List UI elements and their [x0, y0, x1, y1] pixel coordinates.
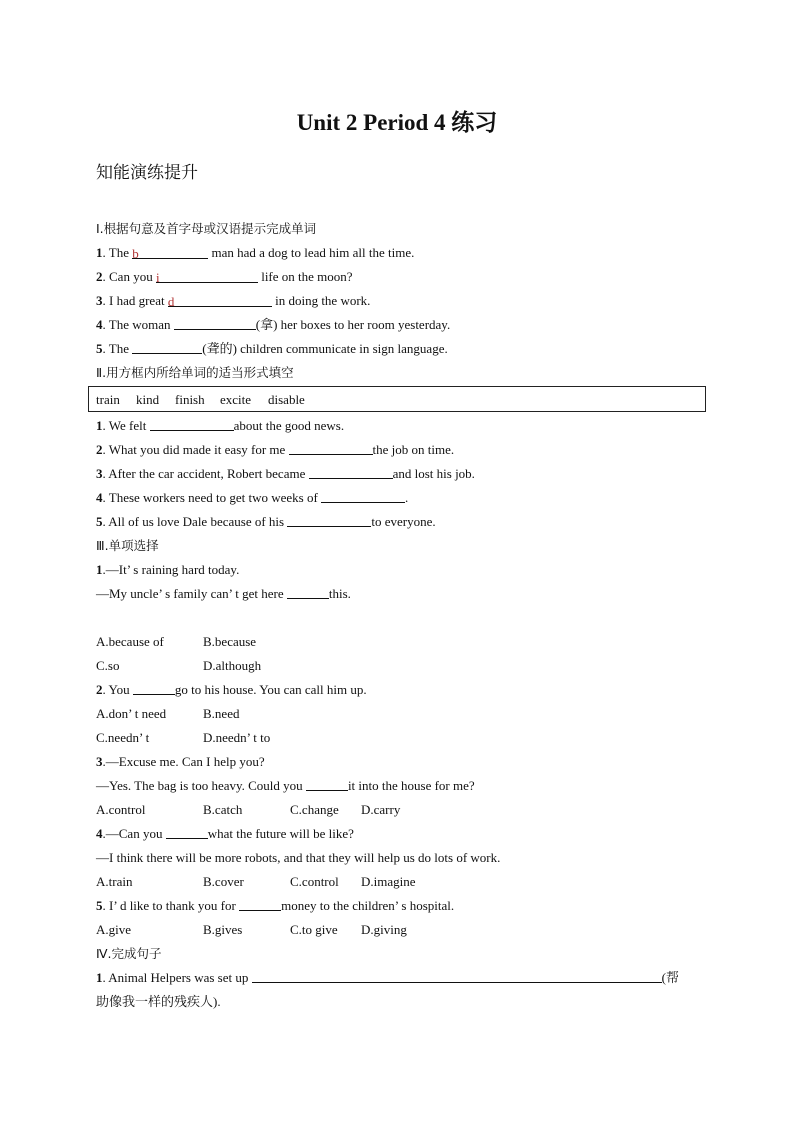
item-number: 5	[96, 514, 103, 529]
item-text: . The woman	[102, 317, 174, 332]
item-text: .—It’ s raining hard today.	[102, 562, 240, 577]
option-c[interactable]: C.needn’ t	[96, 730, 150, 745]
option-b[interactable]: B.because	[203, 634, 257, 649]
answer-blank[interactable]	[132, 246, 208, 259]
answer-blank[interactable]	[289, 442, 373, 455]
s3-q3-line1	[96, 754, 265, 770]
word-finish: finish	[175, 392, 205, 407]
section-1-heading: Ⅰ.根据句意及首字母或汉语提示完成单词	[96, 221, 317, 236]
s2-item-4	[96, 490, 408, 506]
item-number: 5	[96, 341, 103, 356]
item-number: 1	[96, 562, 103, 577]
answer-blank[interactable]	[166, 826, 208, 839]
item-text: (聋的) children communicate in sign language.	[202, 341, 448, 356]
s3-q1-line2	[96, 586, 351, 602]
item-text: man had a dog to lead him all the time.	[208, 245, 415, 260]
s2-item-2	[96, 442, 454, 458]
item-number: 3	[96, 293, 103, 308]
item-text: . The	[102, 341, 133, 356]
item-text: . Can you	[102, 269, 156, 284]
section-4-heading: Ⅳ.完成句子	[96, 946, 162, 961]
word-box	[88, 386, 706, 412]
option-c[interactable]: C.so	[96, 658, 120, 673]
option-a[interactable]: A.control	[96, 802, 146, 817]
item-number: 3	[96, 754, 103, 769]
item-text: .—Excuse me. Can I help you?	[102, 754, 265, 769]
item-text: . We felt	[102, 418, 150, 433]
answer-blank[interactable]	[150, 418, 234, 431]
answer-blank[interactable]	[309, 466, 393, 479]
item-text: —My uncle’ s family can’ t get here	[96, 586, 287, 601]
option-d[interactable]: D.although	[203, 658, 262, 673]
option-b[interactable]: B.gives	[203, 922, 243, 937]
item-number: 5	[96, 898, 103, 913]
item-text: in doing the work.	[271, 293, 371, 308]
item-number: 2	[96, 682, 103, 697]
answer-blank[interactable]	[174, 317, 256, 330]
answer-blank[interactable]	[252, 970, 662, 983]
item-text: it into the house for me?	[347, 778, 475, 793]
s2-item-3	[96, 466, 475, 482]
item-text: go to his house. You can call him up.	[174, 682, 367, 697]
option-b[interactable]: B.need	[203, 706, 240, 721]
item-number: 3	[96, 466, 103, 481]
s3-q2-line1	[96, 682, 367, 698]
item-text: . After the car accident, Robert became	[102, 466, 309, 481]
option-a[interactable]: A.because of	[96, 634, 164, 649]
item-number: 4	[96, 826, 103, 841]
option-d[interactable]: D.needn’ t to	[203, 730, 271, 745]
option-a[interactable]: A.give	[96, 922, 132, 937]
section-2-heading: Ⅱ.用方框内所给单词的适当形式填空	[96, 365, 294, 380]
answer-blank[interactable]	[156, 270, 258, 283]
s4-q1-line2: 助像我一样的残疾人).	[96, 994, 221, 1009]
item-text: . You	[102, 682, 133, 697]
answer-blank[interactable]	[321, 490, 405, 503]
item-text: . The	[102, 245, 133, 260]
item-number: 2	[96, 442, 103, 457]
item-text: (拿) her boxes to her room yesterday.	[255, 317, 451, 332]
item-text: money to the children’ s hospital.	[281, 898, 455, 913]
s3-q3-line2	[96, 778, 475, 794]
answer-blank[interactable]	[287, 514, 371, 527]
item-text: . These workers need to get two weeks of	[102, 490, 322, 505]
item-text: this.	[328, 586, 351, 601]
word-disable: disable	[268, 392, 305, 407]
item-text: .	[405, 490, 409, 505]
item-number: 1	[96, 970, 103, 985]
hint-letter: i	[155, 270, 160, 285]
item-text: life on the moon?	[257, 269, 353, 284]
option-d[interactable]: D.imagine	[361, 874, 416, 889]
page-subtitle: 知能演练提升	[96, 163, 198, 183]
option-c[interactable]: C.change	[290, 802, 339, 817]
option-b[interactable]: B.catch	[203, 802, 243, 817]
s3-q5-line1	[96, 898, 454, 914]
option-d[interactable]: D.giving	[361, 922, 407, 937]
answer-blank[interactable]	[287, 586, 329, 599]
item-text: to everyone.	[371, 514, 436, 529]
item-number: 4	[96, 490, 103, 505]
option-c[interactable]: C.control	[290, 874, 339, 889]
s4-q1-line1	[96, 970, 679, 986]
s1-item-4	[96, 317, 450, 333]
hint-letter: d	[167, 294, 175, 309]
section-3-heading: Ⅲ.单项选择	[96, 538, 159, 553]
item-text: what the future will be like?	[207, 826, 354, 841]
s3-q4-line2: —I think there will be more robots, and that they will help us do lots of work.	[96, 850, 501, 865]
item-text: . I had great	[102, 293, 168, 308]
item-text: (帮	[661, 970, 679, 985]
s1-item-3	[96, 293, 370, 309]
word-train: train	[96, 392, 120, 407]
item-text: . What you did made it easy for me	[102, 442, 289, 457]
item-number: 1	[96, 245, 103, 260]
item-number: 4	[96, 317, 103, 332]
answer-blank[interactable]	[133, 682, 175, 695]
item-number: 1	[96, 418, 103, 433]
option-c[interactable]: C.to give	[290, 922, 338, 937]
answer-blank[interactable]	[132, 341, 202, 354]
answer-blank[interactable]	[239, 898, 281, 911]
item-text: . I’ d like to thank you for	[102, 898, 240, 913]
item-text: —Yes. The bag is too heavy. Could you	[96, 778, 306, 793]
s2-item-5	[96, 514, 436, 530]
s1-item-1	[96, 245, 414, 261]
item-text: . All of us love Dale because of his	[102, 514, 288, 529]
item-text: about the good news.	[233, 418, 345, 433]
word-kind: kind	[136, 392, 160, 407]
item-text: . Animal Helpers was set up	[102, 970, 252, 985]
item-text: .—Can you	[102, 826, 166, 841]
item-number: 2	[96, 269, 103, 284]
page-title: Unit 2 Period 4 练习	[296, 110, 498, 135]
s2-item-1	[96, 418, 344, 434]
answer-blank[interactable]	[306, 778, 348, 791]
item-text: the job on time.	[372, 442, 455, 457]
answer-blank[interactable]	[168, 294, 272, 307]
option-a[interactable]: A.train	[96, 874, 133, 889]
s1-item-5	[96, 341, 448, 357]
option-b[interactable]: B.cover	[203, 874, 244, 889]
option-a[interactable]: A.don’ t need	[96, 706, 167, 721]
s1-item-2	[96, 269, 353, 285]
option-d[interactable]: D.carry	[361, 802, 401, 817]
s3-q4-line1	[96, 826, 354, 842]
item-text: and lost his job.	[392, 466, 475, 481]
s3-q1-line1	[96, 562, 239, 578]
word-excite: excite	[220, 392, 252, 407]
hint-letter: b	[132, 246, 139, 261]
